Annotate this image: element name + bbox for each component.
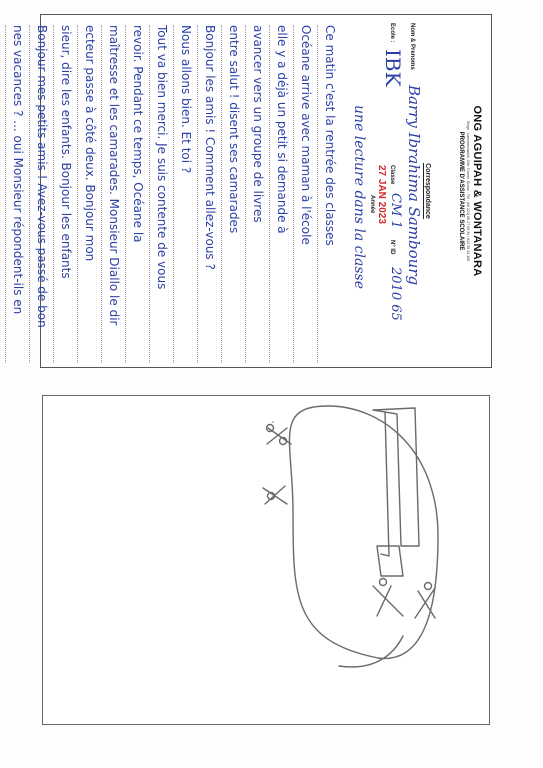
id-label: N° ID — [389, 240, 395, 255]
org-address: Siège : Lamoemvrankh, Cité, Comm. Dixinn - Tél : (00 224) 66 27 09 34 / 622 55 13 108 — [466, 120, 470, 262]
class-label: Classe — [389, 165, 395, 185]
letter-line: Océane arrive avec maman à l'école — [293, 25, 317, 363]
year-label: Année — [369, 195, 375, 214]
child-drawing — [43, 396, 489, 724]
letter-line: revoir. Pendant ce temps, Océane la — [125, 25, 149, 363]
letter-line: Nous allons bien. Et toi ? — [173, 25, 197, 363]
letter-line: Bonjour mes petits amis ! Avez-vous passé de bon — [29, 25, 53, 363]
chair-knob-4 — [380, 579, 387, 586]
section-title: Correspondance — [424, 163, 431, 219]
crossed-legs — [373, 586, 435, 618]
letter-line: entre salut ! disent ses camarades — [221, 25, 245, 363]
letter-line: Tout va bien merci. Je suis contente de vous — [149, 25, 173, 363]
class-value: CM 1 — [388, 193, 403, 229]
school-value: IBK — [381, 49, 405, 87]
bench — [373, 408, 419, 546]
letter-subtitle: une lecture dans la classe — [351, 105, 367, 289]
letter-body — [5, 25, 341, 363]
drawing-card — [42, 395, 490, 725]
letterhead — [433, 15, 491, 367]
letter-line: Ce matin c'est la rentrée des classes — [317, 25, 341, 363]
table-edge — [339, 636, 403, 667]
letter-line: nes vacances ? ... oui Monsieur répondent-ils en — [5, 25, 29, 363]
letter-line: avancer vers un groupe de livres — [245, 25, 269, 363]
letter-line: elle y a déjà un petit si demande à — [269, 25, 293, 363]
date-stamp: 27 JAN 2023 — [376, 165, 387, 224]
school-label: Ecole : — [389, 23, 395, 43]
chair-knob-5 — [425, 583, 432, 590]
bench-base — [377, 546, 403, 576]
letter-line: Bonjour les amis ! Comment allez-vous ? — [197, 25, 221, 363]
bench-rail — [381, 412, 389, 556]
correspondence-card — [11, 14, 492, 368]
org-name: ONG AGUIPAH & WONTANARA — [471, 105, 483, 277]
letter-line: sieur, dire les enfants. Bonjour les enfants — [53, 25, 77, 363]
letter-line: ecteur passe à côté deux. Bonjour mon — [77, 25, 101, 363]
letter-line: maîtresse et les camarades. Monsieur Diallo le dir — [101, 25, 125, 363]
id-value: 2010 65 — [388, 267, 403, 321]
name-value: Barry Ibrahima Sambourg — [405, 85, 423, 286]
name-label: Nom & Prenoms — [409, 23, 415, 70]
program-title: PROGRAMME D'ASSISTANCE SCOLAIRE — [458, 131, 464, 251]
